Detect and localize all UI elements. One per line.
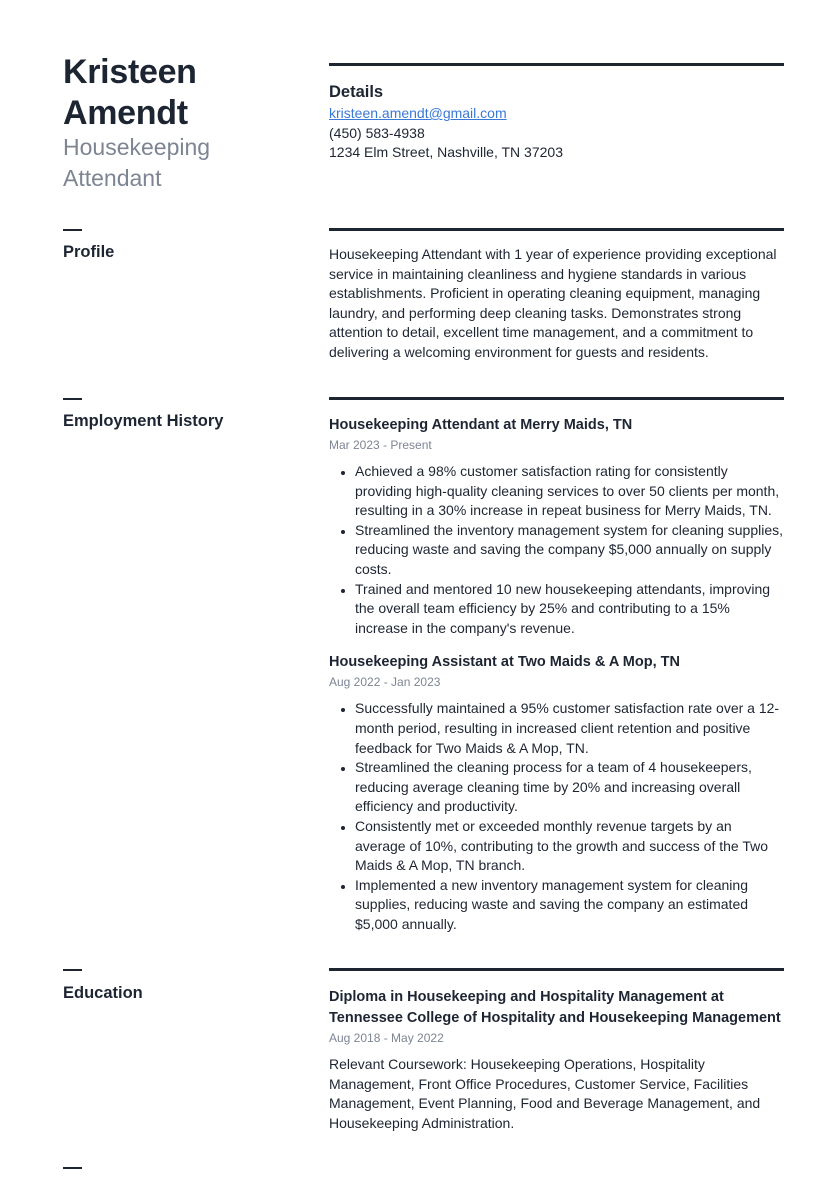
profile-rule: [329, 228, 784, 231]
job-dates: Aug 2022 - Jan 2023: [329, 675, 441, 690]
details-rule: [329, 63, 784, 66]
profile-text: Housekeeping Attendant with 1 year of experience providing exceptional service in maintaining cleanliness and hygiene standards in various establishments. Proficient in operating cleaning equipment, managing laundry, and performing deep cleaning tasks. Demonstrates strong attention to detail, excellent time management, and a commitment to delivering a welcoming environment for guests and residents.: [329, 246, 777, 360]
employment-heading: Employment History: [63, 412, 224, 430]
phone-number: (450) 583-4938: [329, 124, 425, 141]
details-heading: Details: [329, 83, 384, 101]
employment-dash: [63, 398, 82, 400]
profile-heading: Profile: [63, 243, 115, 261]
job-bullet: • Streamlined the cleaning process for a team of 4 housekeepers, reducing average cleaning time by 20% and increasing overall efficiency and productivity.: [355, 758, 785, 817]
education-section: [329, 987, 785, 1133]
employment-section: [329, 415, 785, 934]
profile-section: [329, 245, 785, 363]
education-rule: [329, 968, 784, 971]
education-heading: Education: [63, 984, 143, 1002]
employment-rule: [329, 397, 784, 400]
job-title: Housekeeping Assistant at Two Maids & A Mop, TN: [329, 654, 680, 671]
job-bullet: • Trained and mentored 10 new housekeeping attendants, improving the overall team efficiency by 25% and contributing to a 15% increase in the company's revenue.: [355, 580, 785, 639]
job-bullets: [329, 699, 785, 934]
job-entry: [329, 415, 785, 638]
job-bullet: • Implemented a new inventory management system for cleaning supplies, reducing waste and saving the company an estimated $5,000 annually.: [355, 876, 785, 935]
job-bullet: • Successfully maintained a 95% customer satisfaction rate over a 12-month period, resulting in increased client retention and positive feedback for Two Maids & A Mop, TN.: [355, 699, 785, 758]
job-entry: [329, 652, 785, 934]
job-title: Housekeeping Attendant at Merry Maids, TN: [329, 417, 633, 433]
education-dash: [63, 969, 82, 971]
education-coursework: Relevant Coursework: Housekeeping Operations, Hospitality Management, Front Office Procedures, Customer Service, Facilities Management, Event Planning, Food and Beverage Management, and Housekeeping Administration.: [329, 1056, 761, 1131]
candidate-name: Kristeen Amendt: [63, 53, 197, 132]
address: 1234 Elm Street, Nashville, TN 37203: [329, 144, 563, 160]
education-dates: Aug 2018 - May 2022: [329, 1031, 444, 1045]
job-bullet: • Achieved a 98% customer satisfaction rating for consistently providing high-quality cleaning services to over 50 clients per month, resulting in a 30% increase in repeat business for Merry Maids, TN.: [355, 462, 785, 521]
degree-title: Diploma in Housekeeping and Hospitality Management at Tennessee College of Hospitality and Housekeeping Management: [329, 989, 781, 1026]
next-section-dash: [63, 1167, 82, 1169]
job-bullets: [329, 462, 785, 638]
job-dates: Mar 2023 - Present: [329, 438, 432, 452]
profile-dash: [63, 229, 82, 231]
candidate-title: Housekeeping Attendant: [63, 134, 211, 191]
details-section: [329, 81, 785, 163]
email-link[interactable]: kristeen.amendt@gmail.com: [329, 105, 507, 121]
job-bullet: • Consistently met or exceeded monthly revenue targets by an average of 10%, contributing to the growth and success of the Two Maids & A Mop, TN branch.: [355, 817, 785, 876]
job-bullet: • Streamlined the inventory management system for cleaning supplies, reducing waste and saving the company $5,000 annually on supply costs.: [355, 521, 785, 580]
